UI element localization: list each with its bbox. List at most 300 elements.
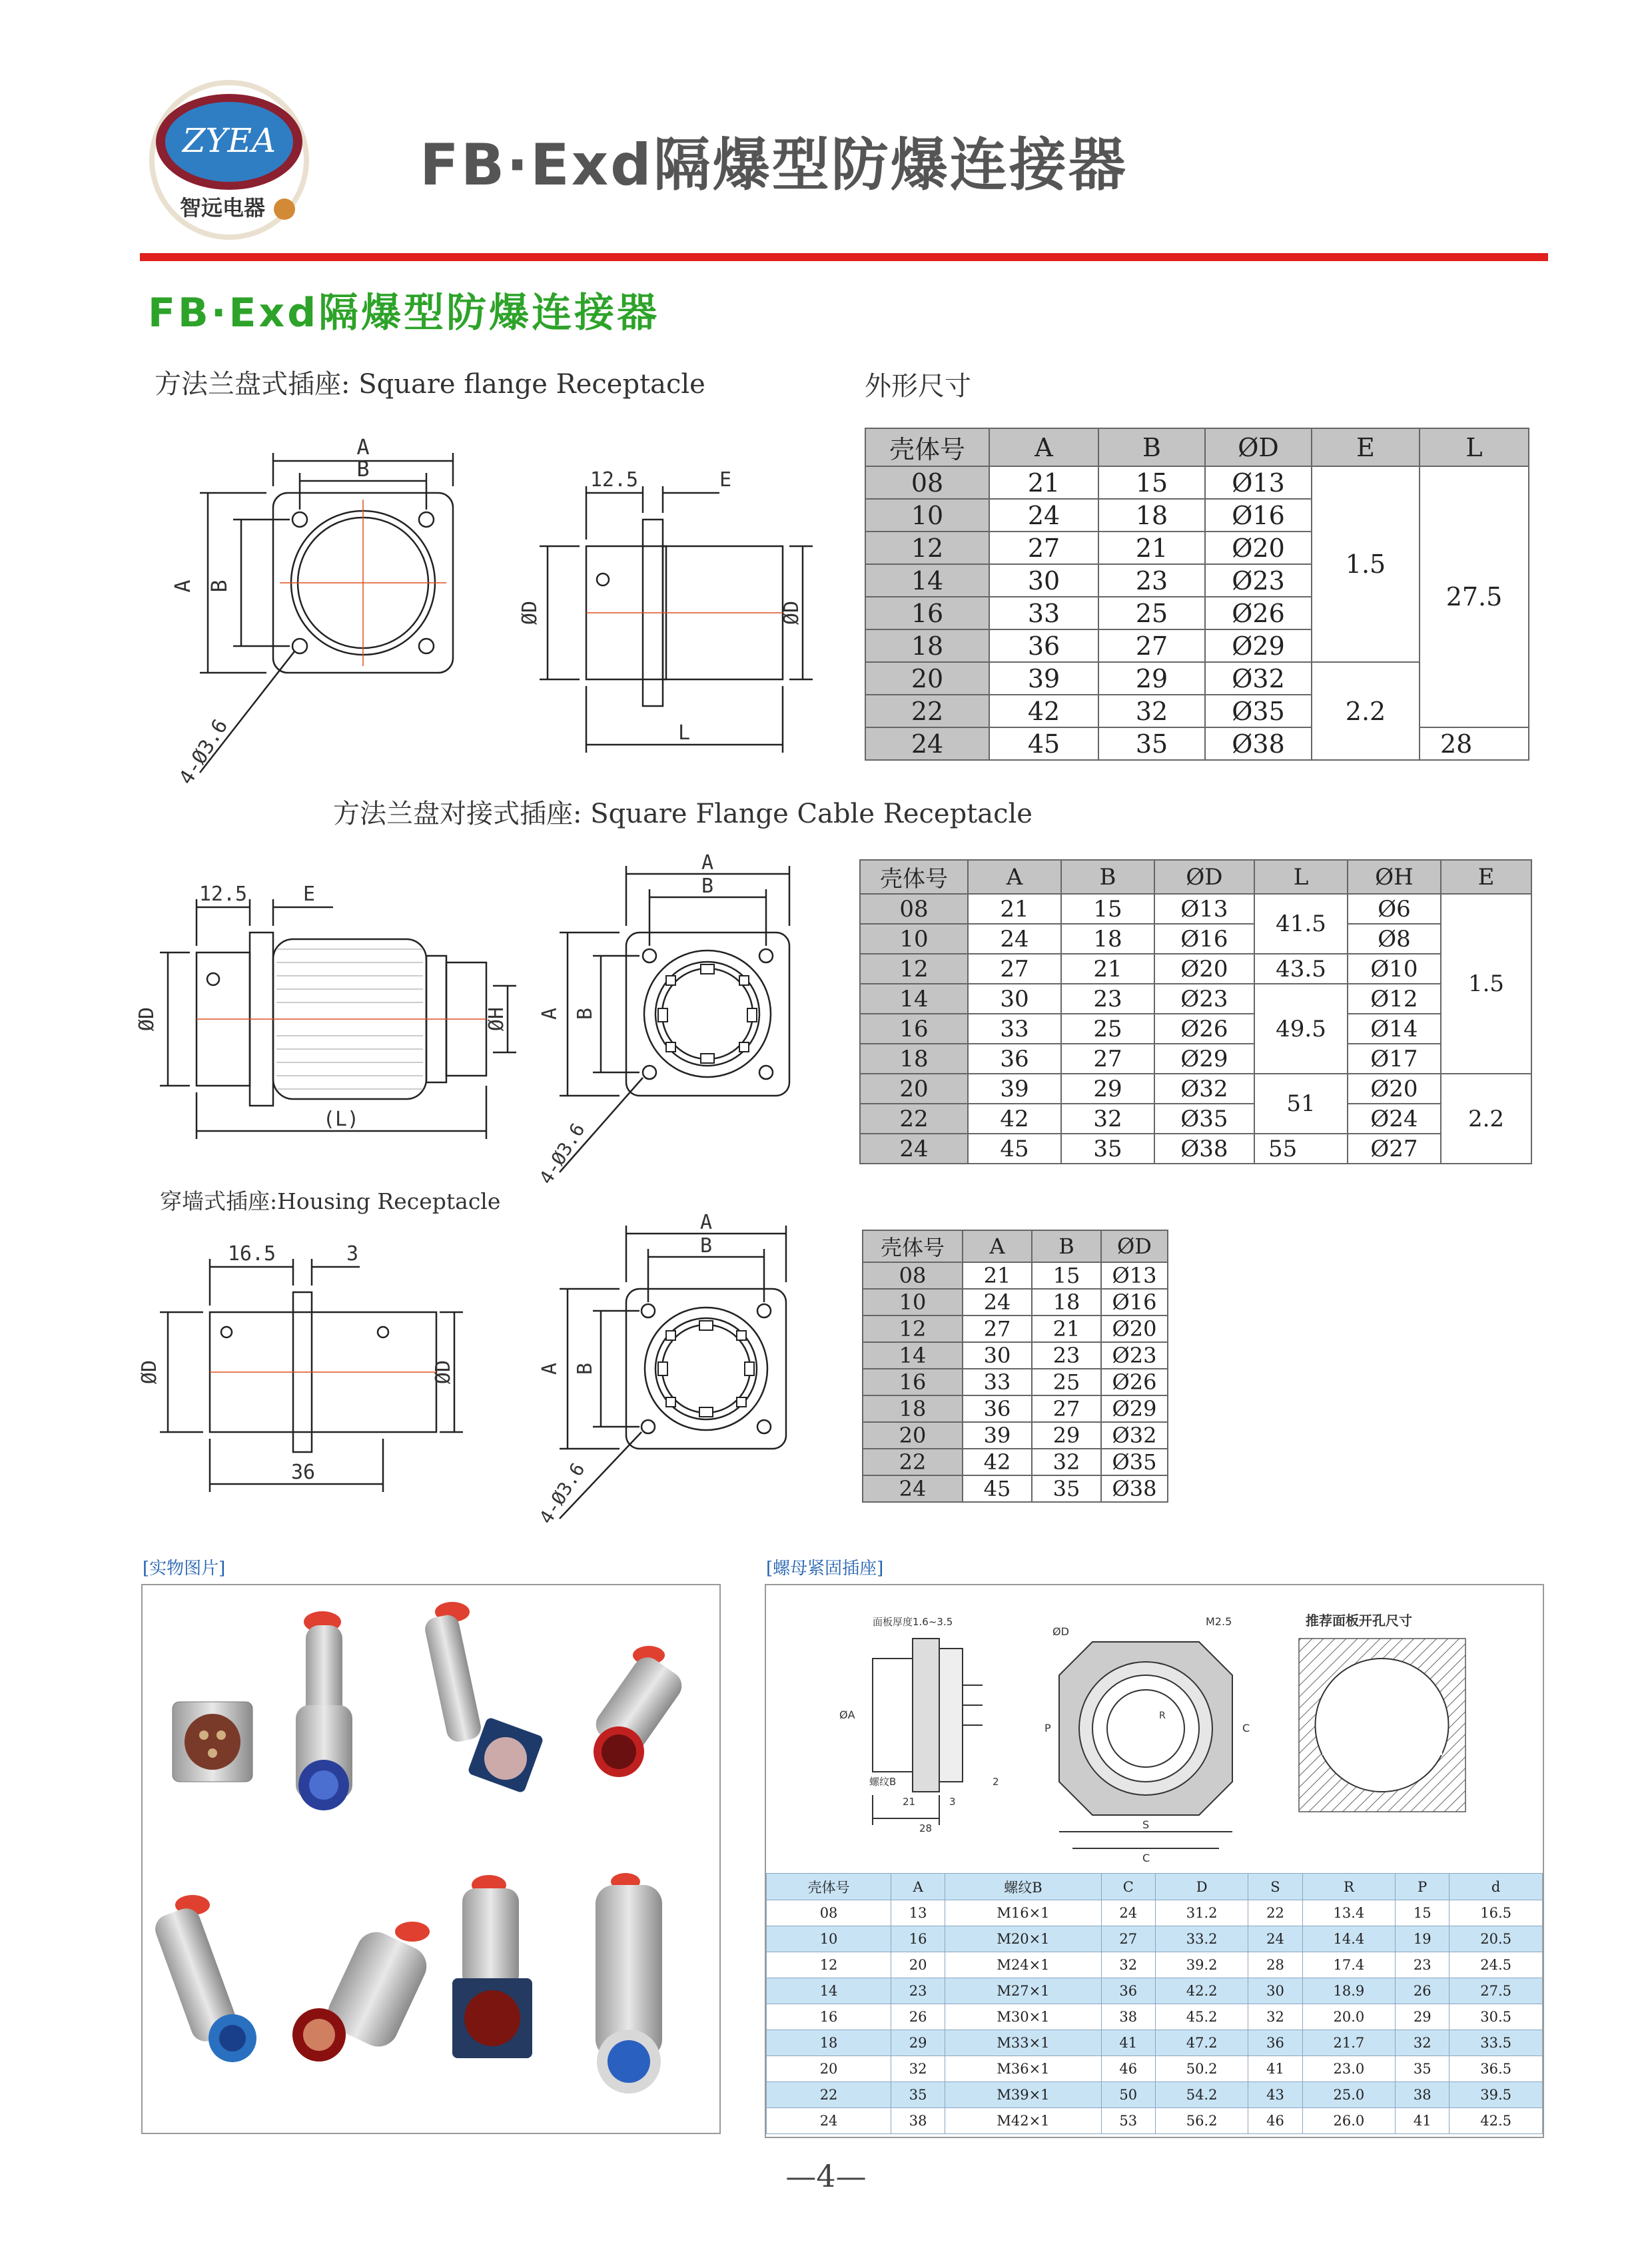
panel-thickness-note: 面板厚度1.6~3.5	[873, 1616, 953, 1628]
drawing-housing-side	[138, 1232, 466, 1499]
connector-photo-2	[296, 1611, 352, 1810]
table-cell: Ø17	[1348, 1044, 1441, 1074]
dim-r: R	[1159, 1710, 1166, 1721]
table-cell: 14	[865, 564, 989, 597]
table-header-cell: A	[989, 428, 1098, 466]
table-cell: 23	[1061, 984, 1154, 1014]
table-cell: 18	[1098, 499, 1205, 532]
table-header-cell: E	[1441, 860, 1531, 894]
table-cell: 31.2	[1155, 1900, 1248, 1926]
table-cell: 22	[860, 1104, 968, 1134]
table-cell: 29	[1098, 662, 1205, 695]
table-cell: Ø8	[1348, 924, 1441, 954]
connector-photo-8	[596, 1873, 662, 2093]
table-cell: 21	[968, 894, 1061, 924]
table-cell: 33.5	[1449, 2030, 1543, 2056]
company-logo	[148, 79, 311, 242]
dim-b-vert: B	[574, 1007, 597, 1020]
table-cell: 20.0	[1302, 2004, 1396, 2030]
connector-photo-7	[452, 1875, 532, 2058]
table-header-cell: ØH	[1348, 860, 1441, 894]
table-cell: 16	[891, 1926, 945, 1952]
table-cell: 33.2	[1155, 1926, 1248, 1952]
table-cell: 20.5	[1449, 1926, 1543, 1952]
table-cell: 35	[1098, 727, 1205, 760]
table-cell: 36	[1101, 1978, 1155, 2004]
table-cell: 36	[963, 1395, 1032, 1422]
section-title: FB·Exd隔爆型防爆连接器	[148, 290, 660, 336]
table-cell: 45.2	[1155, 2004, 1248, 2030]
table-cell: 18	[1032, 1289, 1101, 1316]
table-cell: 20	[865, 662, 989, 695]
table-cell: Ø16	[1154, 924, 1254, 954]
table-cell: 30	[963, 1342, 1032, 1369]
connector-photo-1	[173, 1702, 252, 1782]
table-cell: 32	[1101, 1952, 1155, 1978]
table-cell: 18	[1061, 924, 1154, 954]
table-cell: 46	[1101, 2056, 1155, 2082]
table-cell-merged: 51	[1254, 1074, 1348, 1134]
table-cell: 20	[767, 2056, 891, 2082]
table-cell: 25	[1061, 1014, 1154, 1044]
dim-a-vert: A	[538, 1007, 562, 1020]
table-header-cell: 螺纹B	[945, 1874, 1101, 1900]
dim-2: 2	[993, 1776, 999, 1788]
table-header-cell: A	[891, 1874, 945, 1900]
table-cell: 15	[1032, 1262, 1101, 1289]
table-cell: 30	[1248, 1978, 1302, 2004]
table-cell: 33	[963, 1369, 1032, 1395]
table-cell: 15	[1098, 466, 1205, 499]
caption-square-flange: 方法兰盘式插座: Square flange Receptacle	[155, 369, 705, 400]
dim-od: ØD	[1052, 1625, 1069, 1638]
dim-h: ØH	[485, 1006, 508, 1032]
table-cell: Ø23	[1205, 564, 1312, 597]
table-cell-merged: 2.2	[1312, 662, 1420, 760]
table-cell: Ø38	[1205, 727, 1312, 760]
table-cell: 28	[1248, 1952, 1302, 1978]
table-cell: 33	[989, 597, 1098, 629]
table-cell: 35	[1061, 1134, 1154, 1164]
table-cell: 24	[865, 727, 989, 760]
table-nut-receptacle	[766, 1873, 1543, 2134]
table-cell: Ø29	[1101, 1395, 1168, 1422]
table-cell: 39.2	[1155, 1952, 1248, 1978]
dim-e: E	[303, 883, 316, 906]
connector-photo-5	[151, 1895, 256, 2062]
table-cell: Ø38	[1154, 1134, 1254, 1164]
dim-d-left: ØD	[518, 600, 542, 625]
table-header-cell: D	[1155, 1874, 1248, 1900]
table-cell: 24	[1248, 1926, 1302, 1952]
table-cell: 42.5	[1449, 2108, 1543, 2134]
table-cell: 27	[1061, 1044, 1154, 1074]
table-cell: M36×1	[945, 2056, 1101, 2082]
table-cell: 24	[963, 1289, 1032, 1316]
table-cell: 32	[1396, 2030, 1449, 2056]
dim-hole: 4-Ø3.6	[534, 1459, 590, 1528]
caption-housing-receptacle: 穿墙式插座:Housing Receptacle	[160, 1188, 501, 1214]
dim-d-right: ØD	[780, 600, 803, 625]
table-cell: 10	[863, 1289, 963, 1316]
table-cell: 13.4	[1302, 1900, 1396, 1926]
page-number: —4—	[785, 2158, 867, 2194]
table-cell: Ø29	[1154, 1044, 1254, 1074]
table-cell: 12	[860, 954, 968, 984]
table-cell: 29	[1396, 2004, 1449, 2030]
table-cell: Ø35	[1154, 1104, 1254, 1134]
table-cell: Ø20	[1205, 532, 1312, 564]
table-cell: 25	[1032, 1369, 1101, 1395]
table-cell: 39.5	[1449, 2082, 1543, 2108]
table-cell: 45	[963, 1475, 1032, 1502]
table-header-cell: E	[1312, 428, 1420, 466]
table-cell: Ø24	[1348, 1104, 1441, 1134]
dim-b: B	[701, 875, 714, 898]
table-cell: M16×1	[945, 1900, 1101, 1926]
table-cell: 22	[863, 1449, 963, 1475]
table-cell: 15	[1061, 894, 1154, 924]
table-cell: 14	[767, 1978, 891, 2004]
table-cell: M42×1	[945, 2108, 1101, 2134]
dim-12-5: 12.5	[590, 468, 639, 492]
dim-3: 3	[346, 1242, 359, 1266]
table-cell: 45	[968, 1134, 1061, 1164]
table-header-cell: 壳体号	[863, 1230, 963, 1262]
table-cell: 26	[891, 2004, 945, 2030]
table-cell: 41	[1248, 2056, 1302, 2082]
table-cell: 18	[865, 629, 989, 662]
table-cell: Ø27	[1348, 1134, 1441, 1164]
table-cell: 43	[1248, 2082, 1302, 2108]
table-cell: Ø10	[1348, 954, 1441, 984]
table-cell: 20	[863, 1422, 963, 1449]
table-cell: 45	[989, 727, 1098, 760]
table-cell: 29	[1032, 1422, 1101, 1449]
table-cell: 42	[968, 1104, 1061, 1134]
photos-label: [实物图片]	[143, 1559, 226, 1579]
table-cell: 46	[1248, 2108, 1302, 2134]
table-cell: 50.2	[1155, 2056, 1248, 2082]
table-cell: 21.7	[1302, 2030, 1396, 2056]
table-cell: 50	[1101, 2082, 1155, 2108]
table-cell: Ø26	[1154, 1014, 1254, 1044]
panel-cutout-title: 推荐面板开孔尺寸	[1306, 1613, 1412, 1629]
dim-hole: 4-Ø3.6	[534, 1119, 590, 1188]
table-cell: Ø32	[1154, 1074, 1254, 1104]
table-cell: 15	[1396, 1900, 1449, 1926]
table-cell: 22	[865, 695, 989, 727]
table-cell: 23	[891, 1978, 945, 2004]
table-cell: Ø32	[1101, 1422, 1168, 1449]
dim-a: A	[356, 434, 370, 460]
dim-p: P	[1044, 1722, 1051, 1734]
table-cell: 35	[1032, 1475, 1101, 1502]
caption-outline-dims: 外形尺寸	[865, 371, 971, 402]
dim-m2-5: M2.5	[1206, 1615, 1232, 1628]
table-cell: 42	[963, 1449, 1032, 1475]
thread-label: 螺纹B	[869, 1776, 897, 1788]
table-cell: Ø35	[1205, 695, 1312, 727]
table-header-cell: A	[968, 860, 1061, 894]
table-cell: 14.4	[1302, 1926, 1396, 1952]
table-header-cell: L	[1254, 860, 1348, 894]
table-cell: 39	[989, 662, 1098, 695]
table-cell: 24	[1101, 1900, 1155, 1926]
table-cell: 21	[963, 1262, 1032, 1289]
table-cell: 47.2	[1155, 2030, 1248, 2056]
table-cell: 42.2	[1155, 1978, 1248, 2004]
table-cell: 41	[1396, 2108, 1449, 2134]
connector-photo-4	[590, 1646, 687, 1777]
table-cell: 23	[1396, 1952, 1449, 1978]
table-cell: 27	[968, 954, 1061, 984]
table-cell: 28	[1420, 727, 1529, 760]
table-cell: M24×1	[945, 1952, 1101, 1978]
table-cell: 38	[1101, 2004, 1155, 2030]
table-header-cell: ØD	[1101, 1230, 1168, 1262]
dim-l: L	[677, 721, 691, 745]
table-cell: 23	[1098, 564, 1205, 597]
table-header-cell: S	[1248, 1874, 1302, 1900]
table-cell: Ø20	[1348, 1074, 1441, 1104]
table-cell: 36	[968, 1044, 1061, 1074]
table-cell: 24.5	[1449, 1952, 1543, 1978]
table-square-flange	[865, 428, 1529, 761]
table-cell: 30.5	[1449, 2004, 1543, 2030]
table-cell: 41	[1101, 2030, 1155, 2056]
product-photos	[141, 1584, 721, 2134]
table-header-cell: B	[1061, 860, 1154, 894]
dim-c: C	[1242, 1722, 1250, 1734]
connector-photo-3	[423, 1602, 544, 1794]
table-cell: 25	[1098, 597, 1205, 629]
logo-subtext: 智远电器	[179, 195, 266, 220]
logo-text: ZYEA	[182, 121, 276, 160]
table-cell: Ø13	[1205, 466, 1312, 499]
table-cell: 18.9	[1302, 1978, 1396, 2004]
table-cell: Ø20	[1101, 1316, 1168, 1342]
table-cell: 08	[863, 1262, 963, 1289]
table-cell: 36.5	[1449, 2056, 1543, 2082]
table-cell: 29	[891, 2030, 945, 2056]
table-header-cell: d	[1449, 1874, 1543, 1900]
table-cell: 08	[767, 1900, 891, 1926]
table-cell: 32	[891, 2056, 945, 2082]
table-cell: 25.0	[1302, 2082, 1396, 2108]
table-cell: 23.0	[1302, 2056, 1396, 2082]
drawing-flange-side	[520, 460, 813, 773]
table-cell: 30	[989, 564, 1098, 597]
table-header-cell: C	[1101, 1874, 1155, 1900]
table-header-cell: 壳体号	[767, 1874, 891, 1900]
dim-16-5: 16.5	[227, 1242, 276, 1266]
table-header-cell: R	[1302, 1874, 1396, 1900]
dim-b: B	[699, 1234, 713, 1258]
table-cell: Ø20	[1154, 954, 1254, 984]
table-cell: 27	[963, 1316, 1032, 1342]
table-cell: 43.5	[1254, 954, 1348, 984]
drawing-housing-front	[533, 1212, 826, 1532]
table-header-cell: B	[1032, 1230, 1101, 1262]
table-cell: Ø14	[1348, 1014, 1441, 1044]
table-cell: 22	[1248, 1900, 1302, 1926]
table-cell: 12	[865, 532, 989, 564]
table-cell: 10	[767, 1926, 891, 1952]
table-cell: 27	[1098, 629, 1205, 662]
table-cell: M30×1	[945, 2004, 1101, 2030]
table-cell: 20	[891, 1952, 945, 1978]
table-cell: 32	[1248, 2004, 1302, 2030]
table-cell: 13	[891, 1900, 945, 1926]
table-cell: 08	[860, 894, 968, 924]
table-cell: 38	[1396, 2082, 1449, 2108]
nut-receptacle-drawings	[766, 1585, 1543, 1872]
table-header-cell: ØD	[1205, 428, 1312, 466]
table-cell: 24	[860, 1134, 968, 1164]
table-cell: Ø35	[1101, 1449, 1168, 1475]
table-cell: 21	[1061, 954, 1154, 984]
table-cell: 16.5	[1449, 1900, 1543, 1926]
table-cell: M33×1	[945, 2030, 1101, 2056]
table-cell: 27	[1101, 1926, 1155, 1952]
table-cell: 23	[1032, 1342, 1101, 1369]
table-cell: 32	[1061, 1104, 1154, 1134]
table-cell: Ø26	[1101, 1369, 1168, 1395]
table-cell: M27×1	[945, 1978, 1101, 2004]
table-cell: Ø6	[1348, 894, 1441, 924]
table-cell: 39	[968, 1074, 1061, 1104]
table-cell: 35	[891, 2082, 945, 2108]
dim-a-vert: A	[170, 579, 195, 593]
table-cell: 42	[989, 695, 1098, 727]
table-header-cell: B	[1098, 428, 1205, 466]
table-cell: 22	[767, 2082, 891, 2108]
dim-e: E	[719, 468, 732, 492]
dim-d-right: ØD	[432, 1359, 455, 1385]
table-cell: Ø13	[1154, 894, 1254, 924]
table-header-cell: L	[1420, 428, 1529, 466]
dim-b-vert: B	[206, 579, 232, 593]
table-cell: 21	[989, 466, 1098, 499]
table-cell: 36	[1248, 2030, 1302, 2056]
table-cell-merged: 1.5	[1441, 894, 1531, 1074]
table-header-cell: ØD	[1154, 860, 1254, 894]
drawing-flange-front	[160, 426, 466, 799]
table-header-cell: 壳体号	[865, 428, 989, 466]
dim-s: S	[1142, 1818, 1150, 1831]
nut-receptacle-label: [螺母紧固插座]	[766, 1559, 884, 1579]
table-cell-merged: 27.5	[1420, 466, 1529, 727]
table-cell: 32	[1032, 1449, 1101, 1475]
table-cell: 24	[968, 924, 1061, 954]
table-cell: Ø13	[1101, 1262, 1168, 1289]
dim-d-left: ØD	[138, 1359, 161, 1385]
table-cell: 10	[860, 924, 968, 954]
table-cell: 24	[863, 1475, 963, 1502]
dim-hole: 4-Ø3.6	[175, 715, 233, 789]
table-cell: M20×1	[945, 1926, 1101, 1952]
table-cell: 29	[1061, 1074, 1154, 1104]
table-cell: 24	[767, 2108, 891, 2134]
table-cell: 54.2	[1155, 2082, 1248, 2108]
table-cell: Ø32	[1205, 662, 1312, 695]
table-cell: 26.0	[1302, 2108, 1396, 2134]
dim-d: ØD	[135, 1006, 159, 1032]
dim-b: B	[356, 456, 370, 482]
table-cell-merged: 1.5	[1312, 466, 1420, 662]
table-cable-receptacle	[859, 859, 1532, 1164]
table-header-cell: 壳体号	[860, 860, 968, 894]
dim-36: 36	[290, 1461, 316, 1484]
dim-l: (L)	[322, 1108, 360, 1131]
dim-c-bottom: C	[1142, 1852, 1150, 1864]
dim-a: ØA	[839, 1708, 855, 1721]
table-cell: 39	[963, 1422, 1032, 1449]
table-cell: 17.4	[1302, 1952, 1396, 1978]
dim-12-5: 12.5	[199, 883, 248, 906]
table-cell: 27	[989, 532, 1098, 564]
table-cell: M39×1	[945, 2082, 1101, 2108]
page-title: FB·Exd隔爆型防爆连接器	[420, 132, 1128, 198]
table-cell: 35	[1396, 2056, 1449, 2082]
table-cell: Ø16	[1205, 499, 1312, 532]
nut-receptacle-panel	[765, 1584, 1544, 2138]
table-cell: 32	[1098, 695, 1205, 727]
table-cell: 36	[989, 629, 1098, 662]
table-cell: 10	[865, 499, 989, 532]
table-cell: 12	[863, 1316, 963, 1342]
table-cell: 21	[1098, 532, 1205, 564]
dim-21: 21	[903, 1796, 916, 1808]
table-cell: 26	[1396, 1978, 1449, 2004]
header-divider	[140, 253, 1548, 261]
table-cell: 16	[860, 1014, 968, 1044]
table-cell: Ø23	[1154, 984, 1254, 1014]
drawing-cable-side	[133, 873, 533, 1152]
table-cell: Ø12	[1348, 984, 1441, 1014]
dim-b-vert: B	[574, 1362, 597, 1375]
table-housing-receptacle	[862, 1230, 1168, 1503]
table-cell: Ø38	[1101, 1475, 1168, 1502]
table-header-cell: A	[963, 1230, 1032, 1262]
table-cell: 16	[863, 1369, 963, 1395]
table-cell: Ø16	[1101, 1289, 1168, 1316]
dim-a: A	[699, 1211, 713, 1234]
table-cell: 27.5	[1449, 1978, 1543, 2004]
dim-28: 28	[919, 1822, 933, 1834]
table-cell: 12	[767, 1952, 891, 1978]
table-cell-merged: 41.5	[1254, 894, 1348, 954]
table-cell: 21	[1032, 1316, 1101, 1342]
table-cell: 16	[767, 2004, 891, 2030]
dim-a: A	[701, 851, 714, 875]
table-cell: 24	[989, 499, 1098, 532]
table-cell: Ø26	[1205, 597, 1312, 629]
dim-3: 3	[949, 1796, 956, 1808]
table-header-cell: P	[1396, 1874, 1449, 1900]
dim-a-vert: A	[538, 1362, 562, 1375]
table-cell: 14	[860, 984, 968, 1014]
table-cell: 18	[863, 1395, 963, 1422]
table-cell: 27	[1032, 1395, 1101, 1422]
table-cell: 20	[860, 1074, 968, 1104]
drawing-cable-front	[533, 853, 826, 1199]
table-cell-merged: 49.5	[1254, 984, 1348, 1074]
table-cell: 53	[1101, 2108, 1155, 2134]
table-cell: 30	[968, 984, 1061, 1014]
table-cell: 33	[968, 1014, 1061, 1044]
